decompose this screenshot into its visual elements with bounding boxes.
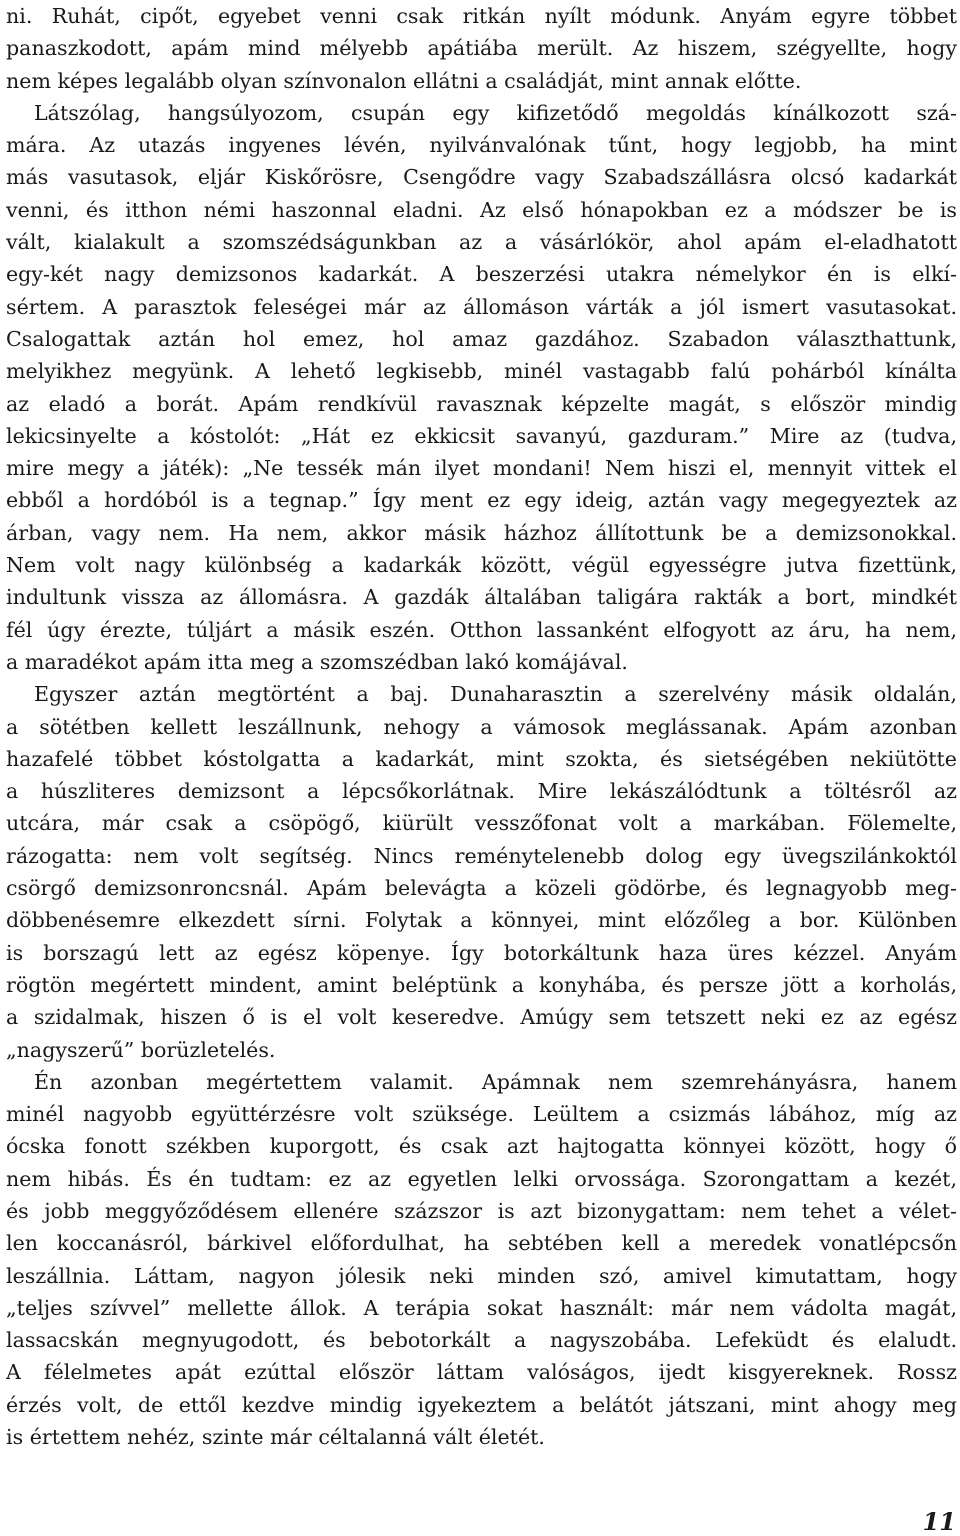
text-line: a húszliteres demizsont a lépcsőkorlátnak. Mire lekászálódtunk a töltésről az (6, 779, 957, 804)
text-line: is borszagú lett az egész köpenye. Így botorkáltunk haza üres kézzel. Anyám (6, 940, 957, 965)
text-line: a sötétben kellett leszállnunk, nehogy a vámosok meglássanak. Apám azonban (6, 714, 957, 739)
text-line: ebből a hordóból is a tegnap.” Így ment ez egy ideig, aztán vagy megegyeztek az (6, 488, 957, 513)
text-line: nem képes legalább olyan színvonalon ellátni a családját, mint annak előtte. (6, 68, 802, 93)
text-line: A félelmetes apát ezúttal először láttam valóságos, ijedt kisgyereknek. Rossz (6, 1360, 957, 1385)
text-line: fél úgy érezte, túljárt a másik eszén. Otthon lassanként elfogyott az áru, ha nem, (6, 617, 957, 642)
text-line: Nem volt nagy különbség a kadarkák között, végül egyességre jutva fizettünk, (6, 553, 957, 578)
text-line: sértem. A parasztok feleségei már az állomáson várták a jól ismert vasutasokat. (6, 294, 957, 319)
text-line: nem hibás. És én tudtam: ez az egyetlen lelki orvossága. Szorongattam a kezét, (6, 1166, 957, 1191)
text-line: árban, vagy nem. Ha nem, akkor másik házhoz állítottunk be a demizsonokkal. (6, 520, 957, 545)
text-line: más vasutasok, eljár Kiskőrösre, Csengődre vagy Szabadszállásra olcsó kadarkát (6, 165, 957, 190)
text-line: hazafelé többet kóstolgatta a kadarkát, mint szokta, és sietségében nekiütötte (6, 746, 957, 771)
text-line: érzés volt, de ettől kezdve mindig igyekeztem a belátót játszani, mint ahogy meg (6, 1392, 957, 1417)
text-line: rázogatta: nem volt segítség. Nincs reménytelenebb dolog egy üvegszilánkoktól (6, 843, 957, 868)
text-line: Látszólag, hangsúlyozom, csupán egy kifizetődő megoldás kínálkozott szá- (34, 100, 957, 125)
text-line: ócska fonott székben kuporgott, és csak azt hajtogatta könnyei között, hogy ő (6, 1134, 957, 1159)
text-line: len koccanásról, bárkivel előfordulhat, ha sebtében kell a meredek vonatlépcsőn (6, 1231, 957, 1256)
text-line: lekicsinyelte a kóstolót: „Hát ez ekkicsit savanyú, gazduram.” Mire az (tudva, (6, 423, 957, 448)
text-line: panaszkodott, apám mind mélyebb apátiába merült. Az hiszem, szégyellte, hogy (6, 36, 957, 61)
text-line: mire megy a játék): „Ne tessék mán ilyet mondani! Nem hiszi el, mennyit vittek el (6, 456, 957, 481)
text-line: a szidalmak, hiszen ő is el volt keseredve. Amúgy sem tetszett neki ez az egész (6, 1005, 957, 1030)
text-line: az eladó a borát. Apám rendkívül ravasznak képzelte magát, s először mindig (6, 391, 957, 416)
text-line: „nagyszerű” borüzletelés. (6, 1037, 276, 1062)
text-line: Egyszer aztán megtörtént a baj. Dunaharasztin a szerelvény másik oldalán, (34, 682, 957, 707)
text-line: mára. Az utazás ingyenes lévén, nyilvánvalónak tűnt, hogy legjobb, ha mint (6, 133, 957, 158)
text-line: leszállnia. Láttam, nagyon jólesik neki minden szó, amivel kimutattam, hogy (6, 1263, 957, 1288)
text-line: venni, és itthon némi haszonnal eladni. Az első hónapokban ez a módszer be is (6, 197, 957, 222)
text-line: és jobb meggyőződésem ellenére százszor is azt bizonygattam: nem tehet a vélet- (6, 1198, 957, 1223)
text-line: „teljes szívvel” mellette állok. A terápia sokat használt: már nem vádolta magát, (6, 1295, 957, 1320)
text-line: utcára, már csak a csöpögő, kiürült vesszőfonat volt a markában. Fölemelte, (6, 811, 957, 836)
text-line: csörgő demizsonroncsnál. Apám belevágta a közeli gödörbe, és legnagyobb meg- (6, 876, 957, 901)
text-line: melyikhez megyünk. A lehető legkisebb, minél vastagabb falú pohárból kínálta (6, 359, 957, 384)
body-text (6, 0, 957, 1453)
text-line: minél nagyobb együttérzésre volt szüksége. Leültem a csizmás lábához, míg az (6, 1102, 957, 1127)
text-line: ni. Ruhát, cipőt, egyebet venni csak ritkán nyílt módunk. Anyám egyre többet (6, 4, 957, 28)
text-line: egy-két nagy demizsonos kadarkát. A beszerzési utakra némelykor én is elkí- (6, 262, 957, 287)
text-line: Csalogattak aztán hol emez, hol amaz gazdához. Szabadon választhattunk, (6, 326, 957, 351)
page-number: 11 (922, 1507, 956, 1536)
text-line: vált, kialakult a szomszédságunkban az a vásárlókör, ahol apám el-eladhatott (6, 230, 957, 255)
text-line: lassacskán megnyugodott, és bebotorkált a nagyszobába. Lefeküdt és elaludt. (6, 1328, 957, 1353)
text-line: a maradékot apám itta meg a szomszédban lakó komájával. (6, 649, 628, 674)
text-line: indultunk vissza az állomásra. A gazdák általában taligára rakták a bort, mindkét (6, 585, 957, 610)
text-line: döbbenésemre elkezdett sírni. Folytak a könnyei, mint előzőleg a bor. Különben (6, 908, 957, 933)
text-line: is értettem nehéz, szinte már céltalanná vált életét. (6, 1425, 545, 1450)
text-line: rögtön megértett mindent, amint beléptünk a konyhába, és persze jött a korholás, (6, 972, 957, 997)
text-line: Én azonban megértettem valamit. Apámnak nem szemrehányásra, hanem (34, 1069, 957, 1094)
